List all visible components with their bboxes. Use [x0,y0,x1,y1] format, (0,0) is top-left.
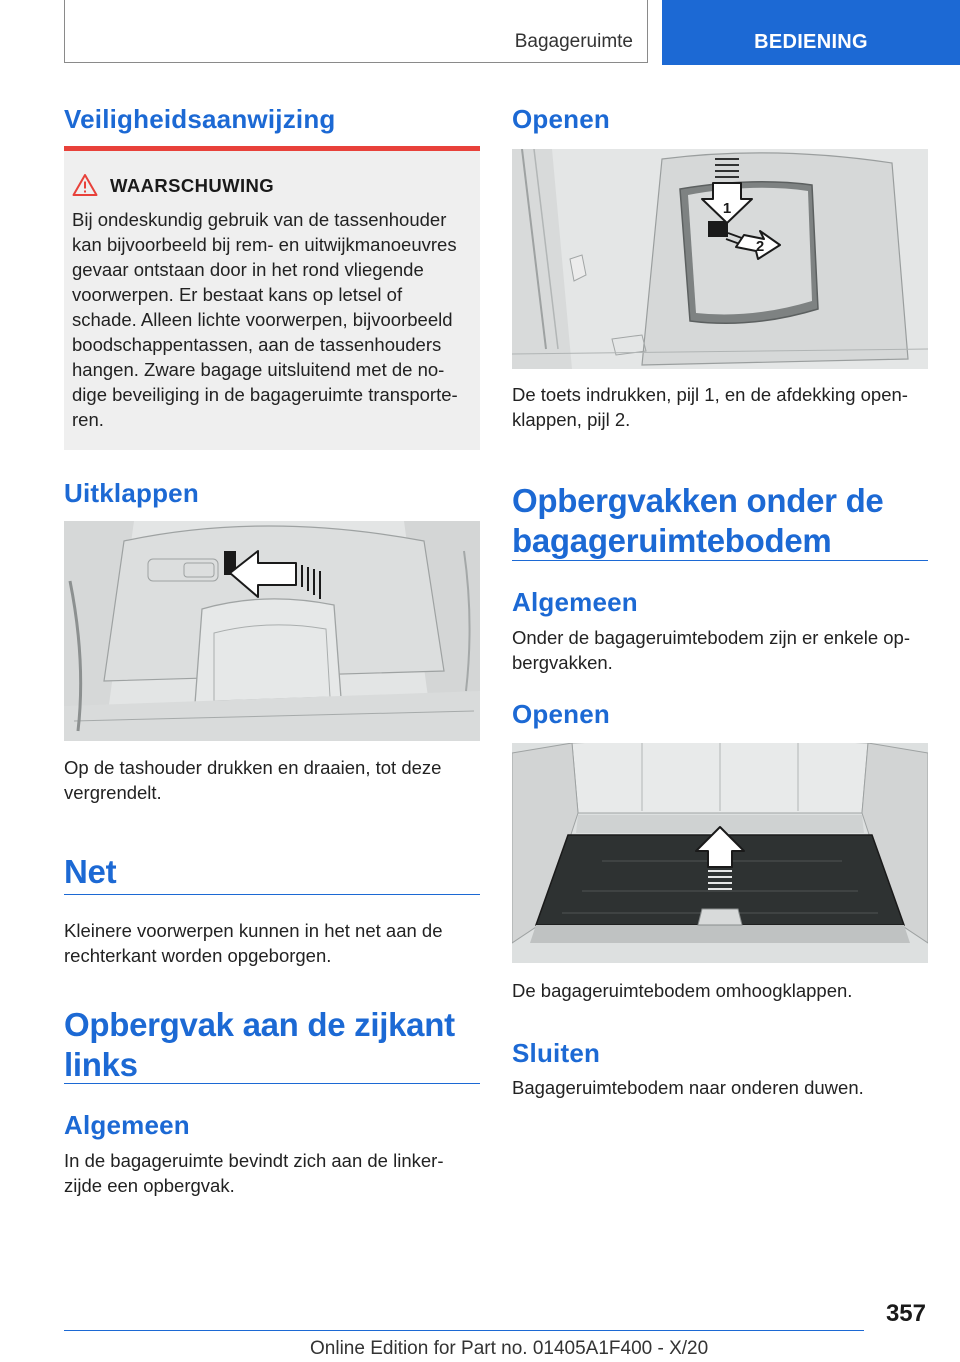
warning-line: boodschappentassen, aan de tassenhouders [72,334,442,355]
heading-line: Opbergvak aan de zijkant [64,1006,455,1043]
text-line: bergvakken. [512,652,613,673]
side-compartment-heading [64,1005,455,1085]
side-general-heading: Algemeen [64,1110,190,1140]
page-number: 357 [885,1300,926,1327]
caption-line: Op de tashouder drukken en draaien, tot deze [64,757,442,778]
text-line: Kleinere voorwerpen kunnen in het net aan de [64,920,443,941]
safety-heading: Veiligheidsaanwijzing [64,104,336,134]
warning-line: dige beveiliging in de bagageruimte transporte- [72,384,458,405]
bag-holder-illustration [64,521,480,741]
text-line: rechterkant worden opgeborgen. [64,945,332,966]
text-line: zijde een opbergvak. [64,1175,235,1196]
floor-close-heading: Sluiten [512,1038,601,1068]
text-line: Onder de bagageruimtebodem zijn er enkele op- [512,627,910,648]
header-chapter-label: BEDIENING [754,31,868,53]
warning-box [64,146,480,450]
warning-text [72,207,474,432]
floor-close-text: Bagageruimtebodem naar onderen duwen. [512,1077,864,1098]
caption-line: vergrendelt. [64,782,162,803]
openen-caption [512,382,928,432]
uitklappen-heading: Uitklappen [64,478,199,508]
warning-triangle-icon [72,173,98,197]
warning-line: kan bijvoorbeeld bij rem- en uitwijkmanoeuvres [72,234,457,255]
figure-label-2: 2 [755,238,765,255]
floor-general-text [512,625,928,675]
cargo-floor-figure [512,743,928,963]
header-chapter-tab[interactable] [662,0,960,65]
floor-general-heading: Algemeen [512,587,638,617]
net-text [64,918,480,968]
floor-compartments-rule [512,560,928,561]
warning-line: gevaar ontstaan door in het rond vliegende [72,259,424,280]
caption-line: De toets indrukken, pijl 1, en de afdekking open- [512,384,908,405]
caption-line: klappen, pijl 2. [512,409,631,430]
side-compartment-rule [64,1083,480,1084]
side-general-text [64,1148,480,1198]
openen-heading: Openen [512,104,610,134]
side-compartment-figure [512,149,928,369]
net-heading-rule [64,894,480,895]
warning-line: ren. [72,409,104,430]
floor-open-heading: Openen [512,699,610,729]
heading-line: Opbergvakken onder de [512,482,884,519]
header-section-title: Bagageruimte [514,31,633,52]
cargo-floor-illustration [512,743,928,963]
side-compartment-illustration [512,149,928,369]
warning-line: schade. Alleen lichte voorwerpen, bijvoorbeeld [72,309,453,330]
text-line: In de bagageruimte bevindt zich aan de linker- [64,1150,444,1171]
running-header-box [64,0,648,63]
warning-line: voorwerpen. Er bestaat kans op letsel of [72,284,403,305]
net-heading: Net [64,853,117,890]
figure-label-1: 1 [722,200,732,217]
bag-holder-figure [64,521,480,741]
warning-line: hangen. Zware bagage uitsluitend met de no- [72,359,445,380]
footer-edition: Online Edition for Part no. 01405A1F400 - X/20 [310,1338,709,1359]
heading-line: bagageruimtebodem [512,522,832,559]
warning-line: Bij ondeskundig gebruik van de tassenhouder [72,209,447,230]
floor-compartments-heading [512,481,883,561]
floor-open-caption: De bagageruimtebodem omhoogklappen. [512,980,853,1001]
warning-title: WAARSCHUWING [110,175,275,196]
footer-rule [64,1330,864,1331]
uitklappen-caption [64,755,480,805]
heading-line: links [64,1046,138,1083]
